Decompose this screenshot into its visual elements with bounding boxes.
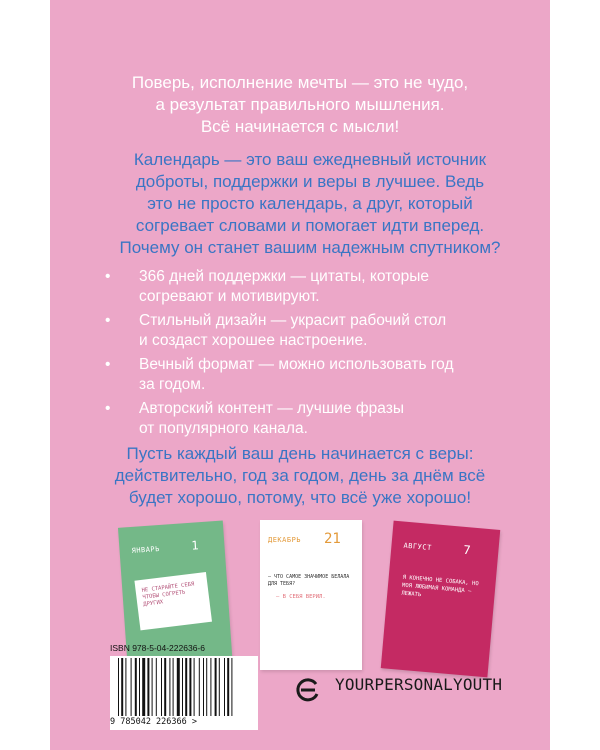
- barcode-bar: [224, 658, 225, 716]
- barcode-bar: [131, 658, 132, 716]
- barcode-bar: [156, 658, 157, 716]
- barcode-bar: [161, 658, 162, 716]
- channel-handle: YOURPERSONALYOUTH: [335, 675, 503, 694]
- barcode-bar: [194, 658, 195, 716]
- card-day: 7: [462, 542, 472, 558]
- feature-list: [105, 267, 485, 443]
- feature-item: • Авторский контент — лучшие фразы от популярного канала.: [105, 400, 404, 437]
- barcode-bar: [231, 658, 232, 716]
- barcode-bar: [219, 658, 220, 716]
- feature-item: • 366 дней поддержки — цитаты, которые согревают и мотивируют.: [105, 268, 430, 305]
- card-day: 21: [324, 531, 341, 547]
- barcode-bar: [177, 658, 180, 716]
- barcode-bar: [206, 658, 207, 716]
- barcode-bar: [169, 658, 170, 716]
- card-month: ДЕКАБРЬ: [268, 536, 302, 544]
- card-answer: — В СЕБЯ ВЕРИЛ.: [276, 594, 326, 600]
- barcode-bar: [147, 658, 149, 716]
- calendar-card-august: [381, 521, 500, 678]
- feature-item: • Вечный формат — можно использовать год за годом.: [105, 356, 454, 393]
- barcode-bar: [173, 658, 174, 716]
- intro-line: а результат правильного мышления.: [155, 95, 445, 114]
- publisher-logo-icon: [295, 677, 321, 703]
- barcode-bar: [203, 658, 204, 716]
- bullet-marker: •: [105, 268, 111, 285]
- isbn-number: ISBN 978-5-04-222636-6: [110, 643, 205, 653]
- card-quote: Я КОНЕЧНО НЕ СОБАКА, НО МОЯ ЛЮБИМАЯ КОМАНДА — ЛЕЖАТЬ: [401, 574, 479, 599]
- sticky-note: [134, 572, 212, 630]
- barcode-bar: [142, 658, 145, 716]
- card-day: 1: [190, 538, 200, 553]
- closing-line: будет хорошо, потому, что всё уже хорошо!: [128, 488, 472, 507]
- description-line: доброты, поддержки и веры в лучшее. Ведь: [135, 172, 485, 191]
- card-month: ЯНВАРЬ: [131, 544, 161, 555]
- barcode-bar: [182, 658, 183, 716]
- barcode-bar: [118, 658, 119, 716]
- barcode-bar: [199, 658, 200, 716]
- description-paragraph: [100, 149, 520, 259]
- intro-paragraph: [50, 72, 550, 138]
- bullet-marker: •: [105, 312, 111, 329]
- barcode-bar: [125, 658, 126, 716]
- barcode-bar: [139, 658, 140, 716]
- feature-item: • Стильный дизайн — украсит рабочий стол и создаст хорошее настроение.: [105, 312, 447, 349]
- description-line: согревает словами и помогает идти вперед.: [135, 216, 485, 235]
- barcode-bar: [215, 658, 217, 716]
- barcode-bar: [135, 658, 137, 716]
- barcode-bar: [185, 658, 187, 716]
- description-line: это не просто календарь, а друг, который: [147, 194, 473, 213]
- barcode-bar: [164, 658, 166, 716]
- barcode-bar: [152, 658, 153, 716]
- book-back-cover: [50, 0, 550, 750]
- isbn-barcode: [110, 643, 258, 743]
- bullet-marker: •: [105, 356, 111, 373]
- card-quote: НЕ СТАРАЙТЕ СЕБЯ ЧТОБЫ СОГРЕТЬ ДРУГИХ: [141, 581, 195, 608]
- calendar-card-december: [260, 520, 362, 670]
- barcode-bar: [189, 658, 191, 716]
- closing-line: Пусть каждый ваш день начинается с веры:: [126, 444, 474, 463]
- barcode-bar: [227, 658, 229, 716]
- barcode-digits: 9 785042 226366 >: [110, 717, 197, 727]
- barcode-bar: [210, 658, 211, 716]
- closing-line: действительно, год за годом, день за днём всё: [114, 466, 486, 485]
- description-line: Почему он станет вашим надежным спутником?: [119, 238, 501, 257]
- card-month: АВГУСТ: [403, 541, 433, 553]
- intro-line: Всё начинается с мысли!: [200, 117, 400, 136]
- card-question: — ЧТО САМОЕ ЗНАЧИМОЕ БЕЛАЛА ДЛЯ ТЕБЯ?: [268, 574, 350, 587]
- closing-paragraph: [70, 443, 530, 509]
- description-line: Календарь — это ваш ежедневный источник: [133, 150, 487, 169]
- bullet-marker: •: [105, 400, 111, 417]
- intro-line: Поверь, исполнение мечты — это не чудо,: [131, 73, 469, 92]
- barcode-bar: [121, 658, 123, 716]
